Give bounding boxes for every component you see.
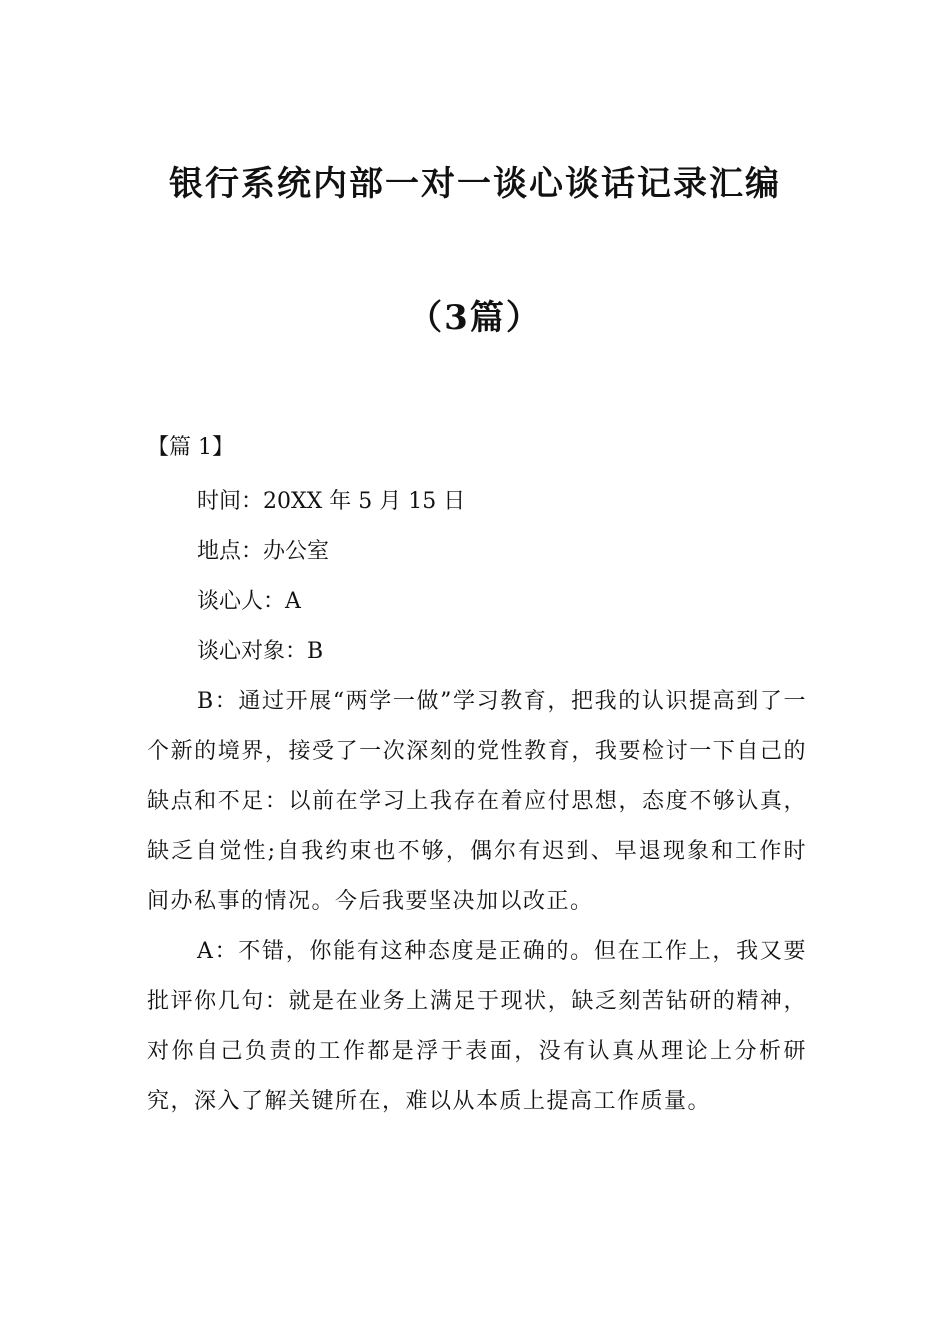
meta-place: 地点：办公室: [197, 539, 330, 564]
document-body: [147, 428, 807, 1127]
section-label: 【篇 1】: [147, 435, 234, 460]
paragraph-b: B：通过开展“两学一做”学习教育，把我的认识提高到了一个新的境界，接受了一次深刻的党性教育，我要检讨一下自己的缺点和不足：以前在学习上我存在着应付思想，态度不够认真，缺乏自觉性;自我约束也不够，偶尔有迟到、早退现象和工作时间办私事的情况。今后我要坚决加以改正。: [147, 689, 807, 914]
document-subtitle: （3篇）: [408, 298, 542, 338]
meta-target: 谈心对象：B: [197, 639, 324, 664]
meta-time: 时间：20XX 年 5 月 15 日: [197, 489, 466, 514]
document-title: 银行系统内部一对一谈心谈话记录汇编: [169, 164, 781, 204]
meta-talker: 谈心人：A: [197, 589, 301, 614]
paragraph-a: A：不错，你能有这种态度是正确的。但在工作上，我又要批评你几句：就是在业务上满足于现状，缺乏刻苦钻研的精神，对你自己负责的工作都是浮于表面，没有认真从理论上分析研究，深入了解关键所在，难以从本质上提高工作质量。: [147, 939, 807, 1114]
